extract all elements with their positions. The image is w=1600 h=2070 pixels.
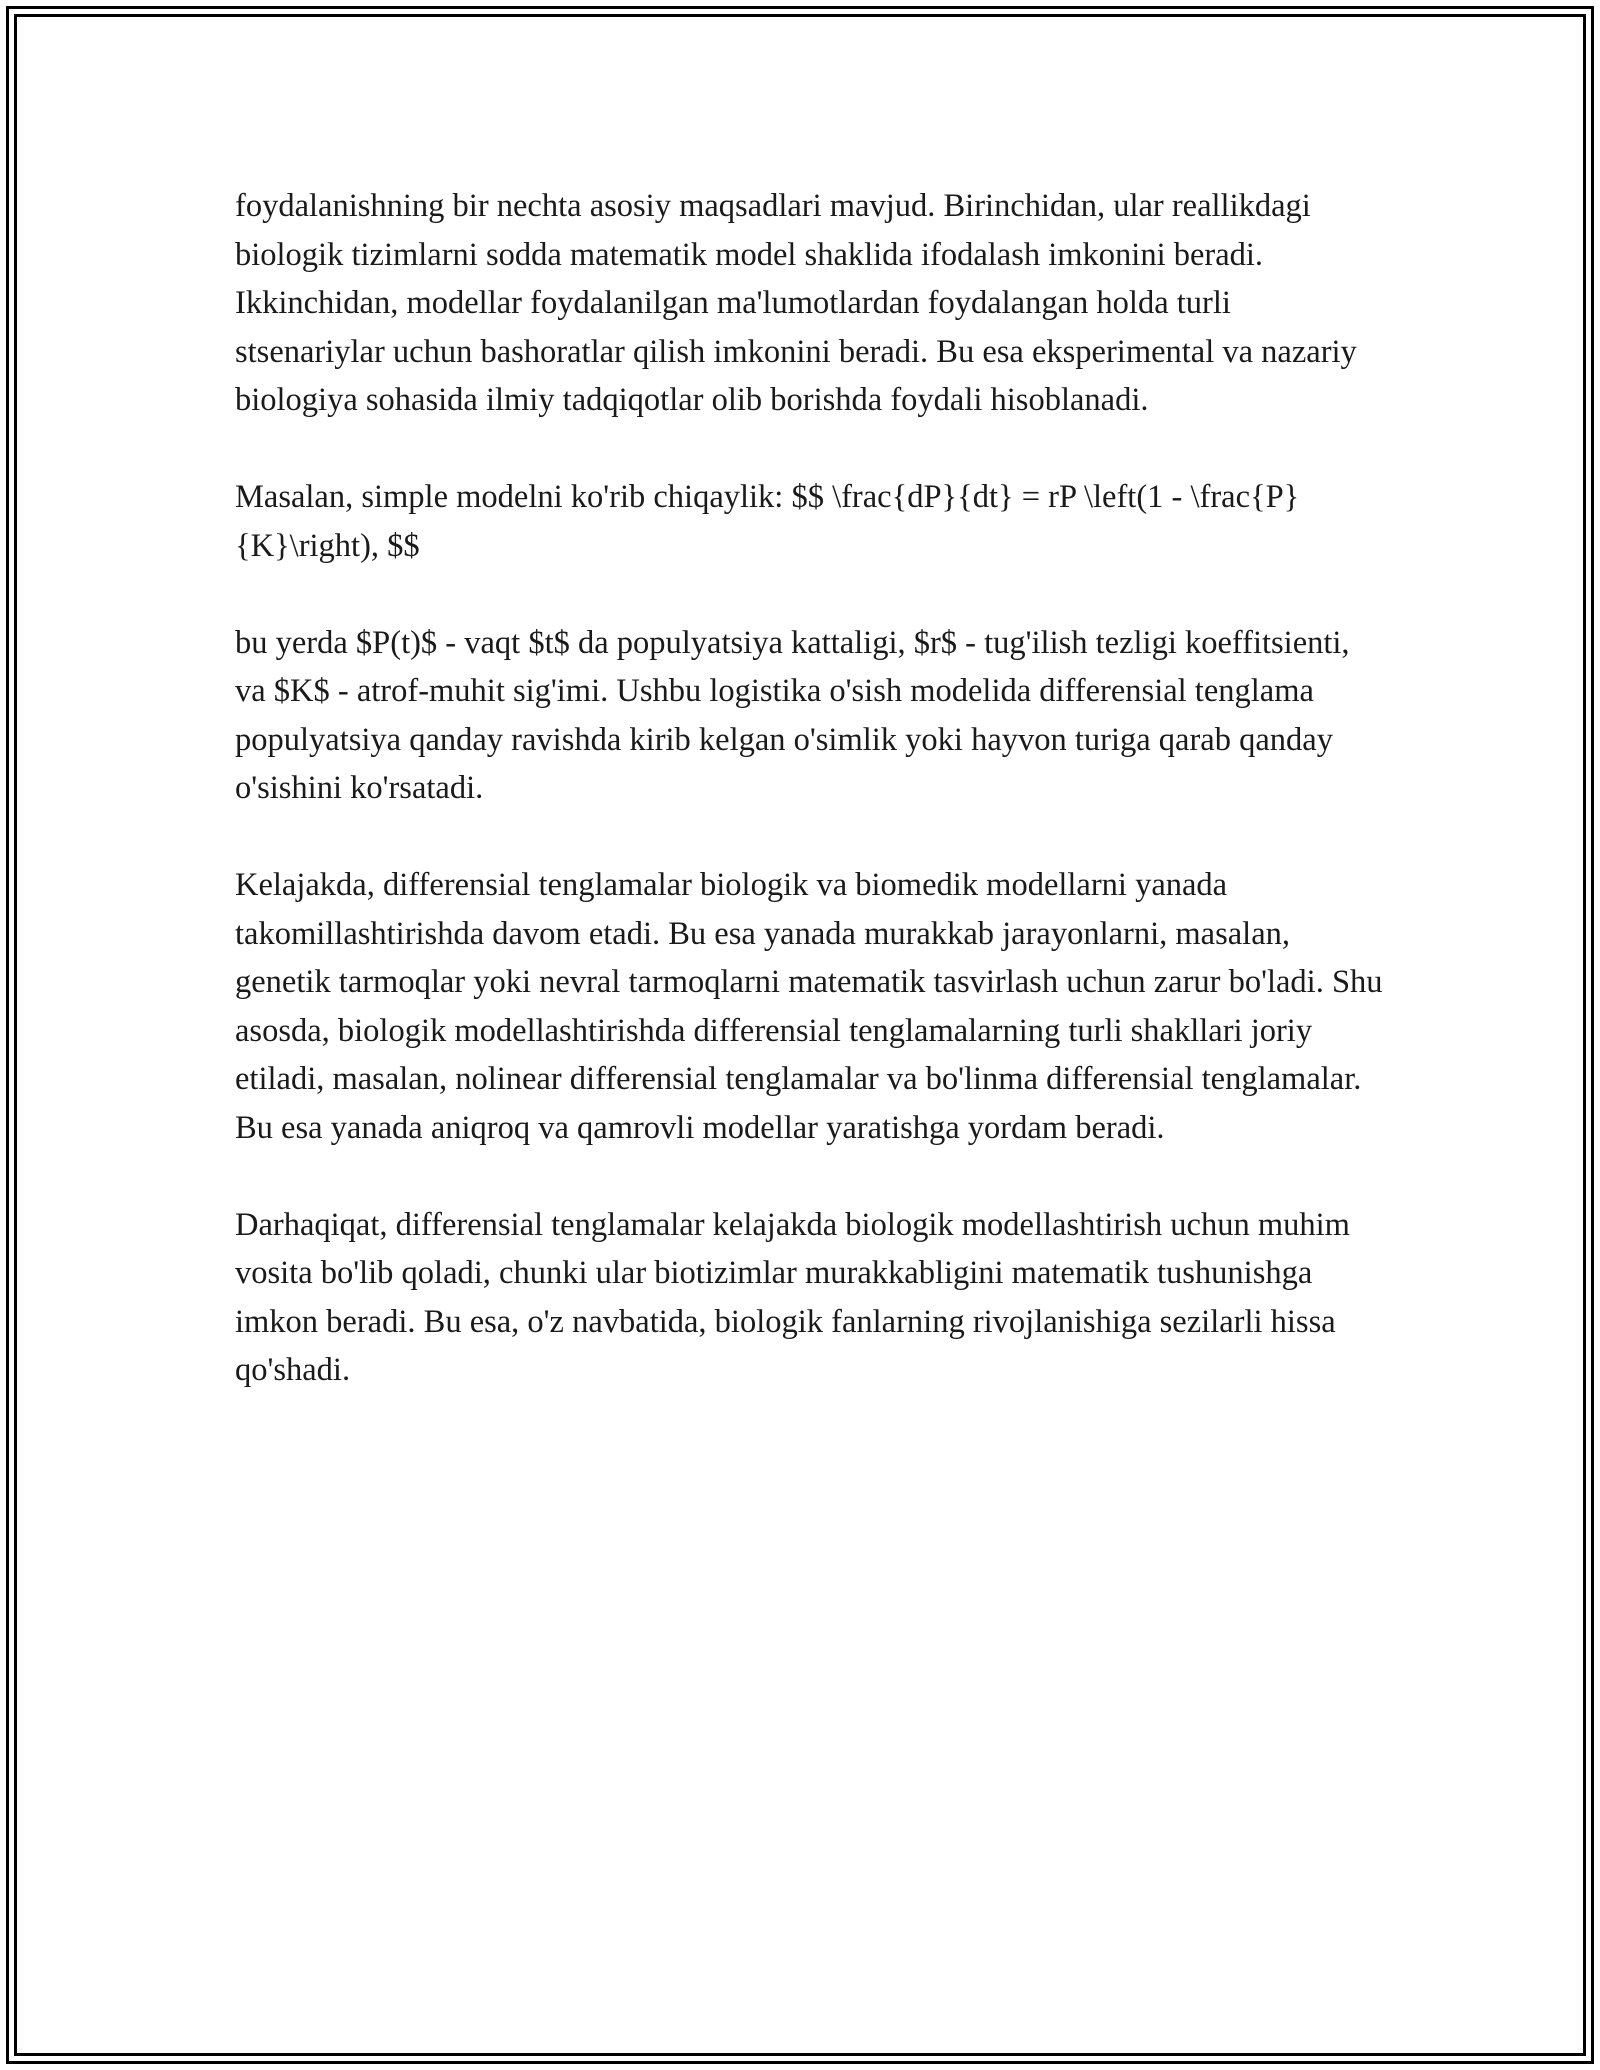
paragraph-2-equation: Masalan, simple modelni ko'rib chiqaylik: $$ \frac{dP}{dt} = rP \left(1 - \frac{P}{K}\right), $$ [235, 479, 1300, 564]
paragraph-1: foydalanishning bir nechta asosiy maqsadlari mavjud. Birinchidan, ular reallikdagi biologik tizimlarni sodda matematik model shaklida ifodalash imkonini beradi. Ikkinchidan, modellar foydalanilgan ma'lumotlardan foydalangan holda turli stsenariylar uchun bashoratlar qilish imkonini beradi. Bu esa eksperimental va nazariy biologiya sohasida ilmiy tadqiqotlar olib borishda foydali hisoblanadi. [235, 188, 1357, 418]
paragraph-4: Kelajakda, differensial tenglamalar biologik va biomedik modellarni yanada takomillashtirishda davom etadi. Bu esa yanada murakkab jarayonlarni, masalan, genetik tarmoqlar yoki nevral tarmoqlarni matematik tasvirlash uchun zarur bo'ladi. Shu asosda, biologik modellashtirishda differensial tenglamalarning turli shakllari joriy etiladi, masalan, nolinear differensial tenglamalar va bo'linma differensial tenglamalar. Bu esa yanada aniqroq va qamrovli modellar yaratishga yordam beradi. [235, 867, 1383, 1146]
paragraph-5: Darhaqiqat, differensial tenglamalar kelajakda biologik modellashtirish uchun muhim vosita bo'lib qoladi, chunki ular biotizimlar murakkabligini matematik tushunishga imkon beradi. Bu esa, o'z navbatida, biologik fanlarning rivojlanishiga sezilarli hissa qo'shadi. [235, 1206, 1350, 1388]
document-body [235, 182, 1385, 1443]
paragraph-3: bu yerda $P(t)$ - vaqt $t$ da populyatsiya kattaligi, $r$ - tug'ilish tezligi koeffitsienti, va $K$ - atrof-muhit sig'imi. Ushbu logistika o'sish modelida differensial tenglama populyatsiya qanday ravishda kirib kelgan o'simlik yoki hayvon turiga qarab qanday o'sishini ko'rsatadi. [235, 624, 1350, 806]
